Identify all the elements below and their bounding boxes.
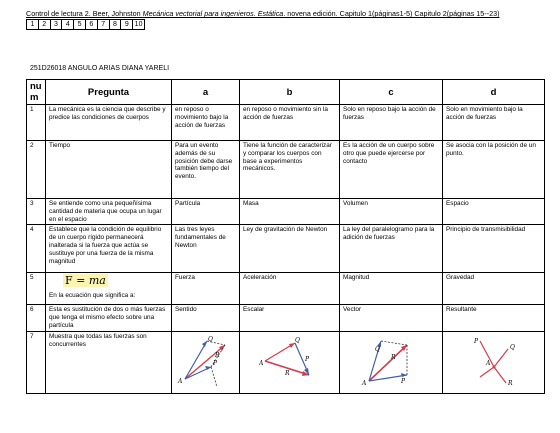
question-text: Esta es sustitución de dos o más fuerzas que tenga el mismo efecto sobre una partícula	[46, 305, 172, 331]
option-d: Se asocia con la posición de un punto.	[443, 141, 545, 199]
number-cell: 8	[109, 20, 121, 30]
vector-diagram-b	[259, 335, 321, 389]
label-q: Q	[375, 345, 380, 353]
question-text: La mecánica es la ciencia que describe y predice las condiciones de cuerpos	[46, 105, 172, 141]
number-cell: 1	[27, 20, 39, 30]
number-cell: 5	[74, 20, 86, 30]
label-a: A	[258, 359, 263, 367]
option-c: Magnitud	[340, 273, 443, 305]
option-b-figure-cell	[240, 331, 340, 393]
header-question: Pregunta	[46, 80, 172, 105]
header-option-a: a	[172, 80, 240, 105]
resultant-vector-line	[185, 345, 225, 379]
label-r: R	[391, 353, 396, 361]
question-text: Muestra que todas las fuerzas son concurrentes	[46, 331, 172, 393]
vector-diagram-a	[177, 335, 235, 389]
vector-diagram-d	[466, 335, 522, 389]
option-d: Solo en movimiento bajo la acción de fuerzas	[443, 105, 545, 141]
option-b: Ley de gravitación de Newton	[240, 225, 340, 273]
student-name: 251D26018 ANGULO ARIAS DIANA YARELI	[30, 65, 170, 72]
number-cell: 9	[121, 20, 133, 30]
label-p: P	[212, 359, 217, 367]
option-a: Las tres leyes fundamentales de Newton	[172, 225, 240, 273]
header-option-d: d	[443, 80, 545, 105]
formula-rhs: ma	[88, 274, 106, 288]
vector-line	[480, 367, 494, 377]
option-b: Tiene la función de caracterizar y comparar los cuerpos con base a experimentos mecánicos.	[240, 141, 340, 199]
option-c-figure-cell	[340, 331, 443, 393]
option-d-figure-cell	[443, 331, 545, 393]
option-a: Fuerza	[172, 273, 240, 305]
dashed-line	[211, 367, 217, 387]
option-d: Resultante	[443, 305, 545, 331]
label-a: A	[485, 359, 490, 367]
formula-highlight	[63, 274, 108, 287]
option-c: Vector	[340, 305, 443, 331]
option-c: La ley del paralelogramo para la adición de fuerzas	[340, 225, 443, 273]
formula-f: F	[65, 274, 73, 288]
label-p: P	[473, 337, 478, 345]
label-q: Q	[294, 336, 300, 344]
number-cell: 2	[38, 20, 50, 30]
header-num: nu m	[27, 80, 46, 105]
table-row	[27, 305, 545, 331]
question-text: Tiempo	[46, 141, 172, 199]
table-row	[27, 225, 545, 273]
header-prefix: Control de lectura 2. Beer, Johnston	[26, 9, 143, 18]
row-number: 1	[27, 105, 46, 141]
question-text: Establece que la condición de equilibrio de un cuerpo rígido permanecerá inalterada si la fuerza que actúa se sustituye por una fuerza de la misma magnitud	[46, 225, 172, 273]
concurrency-point	[492, 365, 495, 368]
vector-q-arrowhead	[202, 341, 207, 347]
option-b: en reposo o movimiento sin la acción de fuerzas	[240, 105, 340, 141]
option-c: Es la acción de un cuerpo sobre otro que puede ejercerse por contacto	[340, 141, 443, 199]
option-d: Principio de transmisibilidad	[443, 225, 545, 273]
vector-diagram-c	[361, 335, 421, 389]
vector-r-line	[494, 367, 506, 383]
row-number: 2	[27, 141, 46, 199]
header-option-b: b	[240, 80, 340, 105]
label-r: R	[284, 369, 290, 377]
option-c: Solo en reposo bajo la acción de fuerzas	[340, 105, 443, 141]
option-a: Sentido	[172, 305, 240, 331]
formula-equals: =	[72, 274, 89, 288]
option-a: Partícula	[172, 199, 240, 225]
question-text: Se entiende como una pequeñísima cantidad de materia que ocupa un lugar en el espacio	[46, 199, 172, 225]
table-row	[27, 331, 545, 393]
table-row	[27, 105, 545, 141]
row-number: 6	[27, 305, 46, 331]
label-q: Q	[509, 343, 515, 351]
label-q: Q	[207, 335, 213, 343]
table-row	[27, 273, 545, 305]
label-p: P	[401, 377, 406, 385]
dashed-line	[381, 341, 407, 345]
row-number: 4	[27, 225, 46, 273]
row-number: 5	[27, 273, 46, 305]
header-suffix: . novena edición. Capitulo 1(páginas1-5) Capitulo 2(páginas 15--23)	[283, 9, 500, 18]
option-d: Espacio	[443, 199, 545, 225]
option-b: Masa	[240, 199, 340, 225]
label-r: R	[507, 379, 513, 387]
option-a: en reposo o movimiento bajo la acción de fuerzas	[172, 105, 240, 141]
option-a-figure-cell	[172, 331, 240, 393]
label-a: A	[362, 379, 367, 387]
option-d: Gravedad	[443, 273, 545, 305]
label-r: R	[214, 351, 220, 359]
option-b: Escalar	[240, 305, 340, 331]
number-cell: 3	[50, 20, 62, 30]
question-cell	[46, 273, 172, 305]
option-c: Volumen	[340, 199, 443, 225]
table-row	[27, 141, 545, 199]
number-cell: 10	[134, 21, 143, 28]
header-option-c: c	[340, 80, 443, 105]
number-cell: 7	[97, 20, 109, 30]
quiz-table	[26, 79, 545, 394]
label-a: A	[177, 377, 182, 385]
header-book-title: Mecánica vectorial para ingenieros. Estática	[142, 9, 284, 18]
label-p: P	[304, 355, 309, 363]
question-text: En la ecuación que significa a:	[49, 292, 136, 300]
number-strip	[26, 19, 145, 30]
option-a: Para un evento además de su posición debe darse también tiempo del evento.	[172, 141, 240, 199]
vector-q-line	[494, 349, 508, 367]
vector-p-arrowhead	[401, 373, 407, 377]
table-row	[27, 199, 545, 225]
row-number: 7	[27, 331, 46, 393]
number-cell: 6	[85, 20, 97, 30]
reading-control-header	[26, 9, 546, 18]
row-number: 3	[27, 199, 46, 225]
formula-f-equals-ma	[63, 274, 168, 287]
table-header-row	[27, 80, 545, 105]
option-b: Aceleración	[240, 273, 340, 305]
number-cell: 4	[62, 20, 74, 30]
